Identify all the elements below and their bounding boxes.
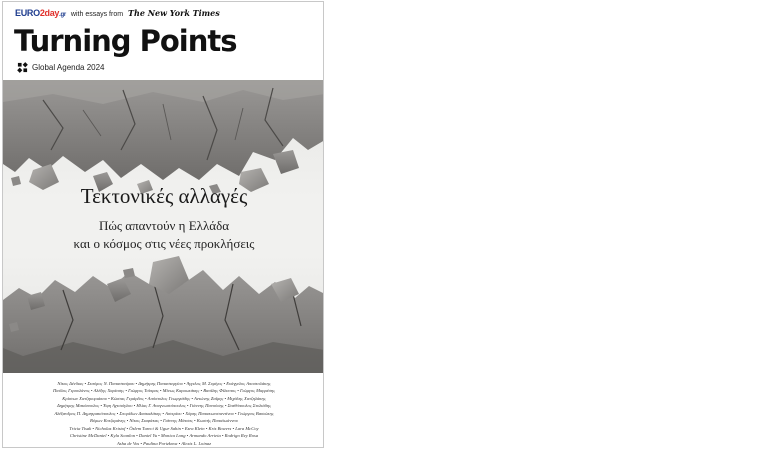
english-contributors: [17, 425, 311, 447]
credits-line: Κρίστων Χατζηκυριάκου • Κώστας Γεράρδος • Απόστολος Γεωργιάδης • Αντώνης Ζαΐρης • Μιχάλης Χατζηλάκης: [62, 395, 266, 401]
agenda-mark-icon: [17, 62, 28, 73]
credits-line: Δημήτρης Μακόπουλος • Έφη Αχτσιόγλου • Ηλίας Γ. Αναγνωστόπουλος • Γιάννης Πανούσης • Σταθόπουλος Στυλιάδης: [56, 403, 272, 409]
greek-contributors: [17, 380, 311, 424]
greek-headline: Τεκτονικές αλλαγές: [80, 184, 248, 208]
credits-line: Asha de Vos • Paulina Porizkova • Alexis L. Loinaz: [117, 440, 211, 446]
greek-subtitle-line-2: και ο κόσμος στις νέες προκλήσεις: [73, 236, 255, 251]
euro2day-logo: EURO2day.gr: [15, 8, 66, 18]
global-agenda-row: [17, 62, 105, 73]
magazine-cover: [2, 1, 324, 448]
credits-line: Tricia Tisak • Nicholas Kristof • Özlem Tureci & Ugur Sahin • Ezra Klein • Kris Bowers • Lara McCoy: [69, 426, 259, 431]
credits-line: Αλέξανδρος Π. Δημητρακόπουλος • Σπυρίδων Δασκαλάκης • Αστερίου • Χάρης Παπακωνσταντίνου • Γεώργιος Βασιώτης: [54, 410, 274, 416]
greek-subtitle-line-1: Πώς απαντούν η Ελλάδα: [98, 218, 230, 233]
cover-title: Turning Points: [14, 24, 237, 58]
credits-line: Παύλος Γερουλάνος • Αλέξης Χαρίτσης • Γιώργος Τσίπρας • Μίνως Καρυωτάκης • Βασίλης Φίλιππος • Γιώργος Μαρρέσης: [52, 388, 276, 394]
masthead-brand-row: [15, 8, 220, 22]
nyt-logo: The New York Times: [128, 8, 220, 18]
agenda-label: Global Agenda 2024: [32, 63, 105, 72]
essays-text: with essays from: [70, 11, 124, 18]
credits-line: Christine McDaniel • Kyla Scanlon • Daniel Yu • Monica Long • Armando Arrieta • Rodrigo Rey Rosa: [69, 433, 259, 439]
credits-line: Νίκος Δένδιας • Σταύρος Ν. Παπασταύρου • Δημήτρης Παπαστεργίου • Άγγελος Μ. Συρίγος • Ευάγγελος Αποστολάκης: [57, 381, 271, 386]
credits-line: Βύρων Κοτζαμάνης • Νίκος Σιαφάκας • Γιάννης Μάτσας • Κωστής Παπαϊωάννου: [90, 418, 238, 424]
